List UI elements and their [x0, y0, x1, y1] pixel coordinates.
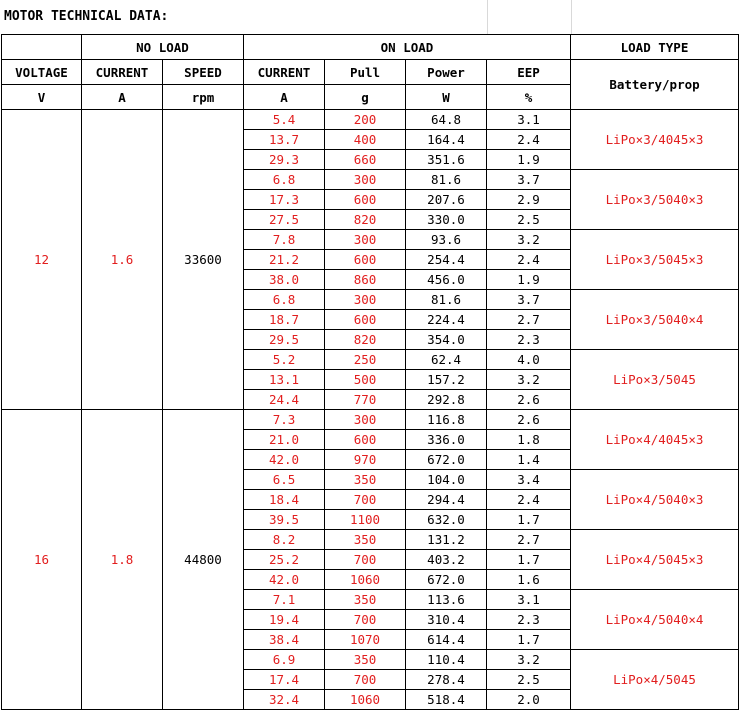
unit-pull: g [325, 85, 406, 110]
pull-cell: 200 [325, 110, 406, 130]
power-cell: 403.2 [406, 550, 487, 570]
eep-cell: 2.3 [487, 330, 571, 350]
pull-cell: 860 [325, 270, 406, 290]
power-cell: 632.0 [406, 510, 487, 530]
no-load-current-cell: 1.8 [82, 410, 163, 710]
eep-cell: 2.5 [487, 210, 571, 230]
eep-cell: 1.7 [487, 550, 571, 570]
eep-cell: 2.4 [487, 490, 571, 510]
power-cell: 614.4 [406, 630, 487, 650]
power-cell: 292.8 [406, 390, 487, 410]
pull-cell: 300 [325, 230, 406, 250]
power-cell: 81.6 [406, 170, 487, 190]
eep-cell: 4.0 [487, 350, 571, 370]
pull-cell: 350 [325, 470, 406, 490]
header-current: CURRENT [82, 60, 163, 85]
pull-cell: 660 [325, 150, 406, 170]
on-load-current-cell: 17.3 [244, 190, 325, 210]
eep-cell: 1.7 [487, 630, 571, 650]
eep-cell: 1.9 [487, 150, 571, 170]
power-cell: 207.6 [406, 190, 487, 210]
on-load-current-cell: 6.9 [244, 650, 325, 670]
power-cell: 351.6 [406, 150, 487, 170]
pull-cell: 700 [325, 550, 406, 570]
table-row [2, 410, 739, 430]
on-load-current-cell: 25.2 [244, 550, 325, 570]
power-cell: 116.8 [406, 410, 487, 430]
on-load-current-cell: 29.5 [244, 330, 325, 350]
on-load-current-cell: 13.7 [244, 130, 325, 150]
power-cell: 672.0 [406, 450, 487, 470]
header-pull: Pull [325, 60, 406, 85]
title-row [0, 0, 739, 34]
pull-cell: 820 [325, 330, 406, 350]
power-cell: 93.6 [406, 230, 487, 250]
eep-cell: 2.6 [487, 410, 571, 430]
header-blank [2, 35, 82, 60]
pull-cell: 350 [325, 530, 406, 550]
power-cell: 157.2 [406, 370, 487, 390]
power-cell: 456.0 [406, 270, 487, 290]
power-cell: 278.4 [406, 670, 487, 690]
on-load-current-cell: 7.8 [244, 230, 325, 250]
on-load-current-cell: 18.4 [244, 490, 325, 510]
eep-cell: 1.4 [487, 450, 571, 470]
power-cell: 64.8 [406, 110, 487, 130]
on-load-current-cell: 38.4 [244, 630, 325, 650]
header-power: Power [406, 60, 487, 85]
pull-cell: 600 [325, 430, 406, 450]
unit-on-load-current: A [244, 85, 325, 110]
gridline [487, 0, 488, 34]
table-row [2, 110, 739, 130]
on-load-current-cell: 39.5 [244, 510, 325, 530]
power-cell: 672.0 [406, 570, 487, 590]
power-cell: 336.0 [406, 430, 487, 450]
header-speed: SPEED [163, 60, 244, 85]
on-load-current-cell: 21.2 [244, 250, 325, 270]
eep-cell: 2.9 [487, 190, 571, 210]
eep-cell: 1.8 [487, 430, 571, 450]
on-load-current-cell: 18.7 [244, 310, 325, 330]
pull-cell: 1070 [325, 630, 406, 650]
eep-cell: 3.7 [487, 290, 571, 310]
on-load-current-cell: 6.5 [244, 470, 325, 490]
pull-cell: 250 [325, 350, 406, 370]
unit-current: A [82, 85, 163, 110]
eep-cell: 2.7 [487, 310, 571, 330]
load-type-cell: LiPo×3/5040×3 [571, 170, 739, 230]
on-load-current-cell: 21.0 [244, 430, 325, 450]
pull-cell: 970 [325, 450, 406, 470]
header-voltage: VOLTAGE [2, 60, 82, 85]
eep-cell: 3.7 [487, 170, 571, 190]
on-load-current-cell: 7.3 [244, 410, 325, 430]
on-load-current-cell: 24.4 [244, 390, 325, 410]
load-type-cell: LiPo×3/5045×3 [571, 230, 739, 290]
power-cell: 104.0 [406, 470, 487, 490]
pull-cell: 820 [325, 210, 406, 230]
unit-voltage: V [2, 85, 82, 110]
voltage-cell: 16 [2, 410, 82, 710]
header-eep: EEP [487, 60, 571, 85]
pull-cell: 500 [325, 370, 406, 390]
on-load-current-cell: 17.4 [244, 670, 325, 690]
unit-speed: rpm [163, 85, 244, 110]
pull-cell: 600 [325, 250, 406, 270]
speed-cell: 44800 [163, 410, 244, 710]
eep-cell: 1.9 [487, 270, 571, 290]
pull-cell: 600 [325, 190, 406, 210]
header-no-load: NO LOAD [82, 35, 244, 60]
on-load-current-cell: 6.8 [244, 170, 325, 190]
load-type-cell: LiPo×4/4045×3 [571, 410, 739, 470]
on-load-current-cell: 6.8 [244, 290, 325, 310]
no-load-current-cell: 1.6 [82, 110, 163, 410]
on-load-current-cell: 42.0 [244, 450, 325, 470]
load-type-cell: LiPo×4/5040×4 [571, 590, 739, 650]
pull-cell: 350 [325, 590, 406, 610]
eep-cell: 1.6 [487, 570, 571, 590]
motor-data-table [1, 34, 739, 710]
on-load-current-cell: 42.0 [244, 570, 325, 590]
eep-cell: 2.4 [487, 250, 571, 270]
on-load-current-cell: 29.3 [244, 150, 325, 170]
header-on-load: ON LOAD [244, 35, 571, 60]
power-cell: 113.6 [406, 590, 487, 610]
pull-cell: 1060 [325, 690, 406, 710]
pull-cell: 300 [325, 170, 406, 190]
pull-cell: 1060 [325, 570, 406, 590]
load-type-cell: LiPo×4/5045 [571, 650, 739, 710]
power-cell: 518.4 [406, 690, 487, 710]
eep-cell: 2.4 [487, 130, 571, 150]
load-type-cell: LiPo×3/4045×3 [571, 110, 739, 170]
load-type-cell: LiPo×3/5040×4 [571, 290, 739, 350]
pull-cell: 400 [325, 130, 406, 150]
unit-power: W [406, 85, 487, 110]
load-type-cell: LiPo×4/5040×3 [571, 470, 739, 530]
eep-cell: 2.3 [487, 610, 571, 630]
load-type-cell: LiPo×3/5045 [571, 350, 739, 410]
gridline [571, 0, 572, 34]
eep-cell: 2.5 [487, 670, 571, 690]
power-cell: 131.2 [406, 530, 487, 550]
eep-cell: 3.1 [487, 590, 571, 610]
pull-cell: 300 [325, 290, 406, 310]
header-on-load-current: CURRENT [244, 60, 325, 85]
pull-cell: 700 [325, 670, 406, 690]
on-load-current-cell: 8.2 [244, 530, 325, 550]
pull-cell: 770 [325, 390, 406, 410]
power-cell: 330.0 [406, 210, 487, 230]
on-load-current-cell: 19.4 [244, 610, 325, 630]
unit-eep: % [487, 85, 571, 110]
power-cell: 224.4 [406, 310, 487, 330]
eep-cell: 3.4 [487, 470, 571, 490]
voltage-cell: 12 [2, 110, 82, 410]
power-cell: 164.4 [406, 130, 487, 150]
on-load-current-cell: 13.1 [244, 370, 325, 390]
on-load-current-cell: 5.2 [244, 350, 325, 370]
on-load-current-cell: 7.1 [244, 590, 325, 610]
on-load-current-cell: 38.0 [244, 270, 325, 290]
pull-cell: 700 [325, 610, 406, 630]
eep-cell: 3.2 [487, 230, 571, 250]
power-cell: 254.4 [406, 250, 487, 270]
power-cell: 62.4 [406, 350, 487, 370]
eep-cell: 2.0 [487, 690, 571, 710]
eep-cell: 2.6 [487, 390, 571, 410]
header-load-type: LOAD TYPE [571, 35, 739, 60]
pull-cell: 600 [325, 310, 406, 330]
speed-cell: 33600 [163, 110, 244, 410]
power-cell: 294.4 [406, 490, 487, 510]
on-load-current-cell: 27.5 [244, 210, 325, 230]
page-title: MOTOR TECHNICAL DATA: [4, 9, 169, 24]
pull-cell: 1100 [325, 510, 406, 530]
eep-cell: 3.2 [487, 650, 571, 670]
power-cell: 81.6 [406, 290, 487, 310]
on-load-current-cell: 32.4 [244, 690, 325, 710]
power-cell: 110.4 [406, 650, 487, 670]
pull-cell: 350 [325, 650, 406, 670]
load-type-cell: LiPo×4/5045×3 [571, 530, 739, 590]
eep-cell: 3.1 [487, 110, 571, 130]
power-cell: 354.0 [406, 330, 487, 350]
pull-cell: 300 [325, 410, 406, 430]
on-load-current-cell: 5.4 [244, 110, 325, 130]
header-battery-prop: Battery/prop [571, 60, 739, 110]
power-cell: 310.4 [406, 610, 487, 630]
pull-cell: 700 [325, 490, 406, 510]
eep-cell: 2.7 [487, 530, 571, 550]
eep-cell: 3.2 [487, 370, 571, 390]
eep-cell: 1.7 [487, 510, 571, 530]
